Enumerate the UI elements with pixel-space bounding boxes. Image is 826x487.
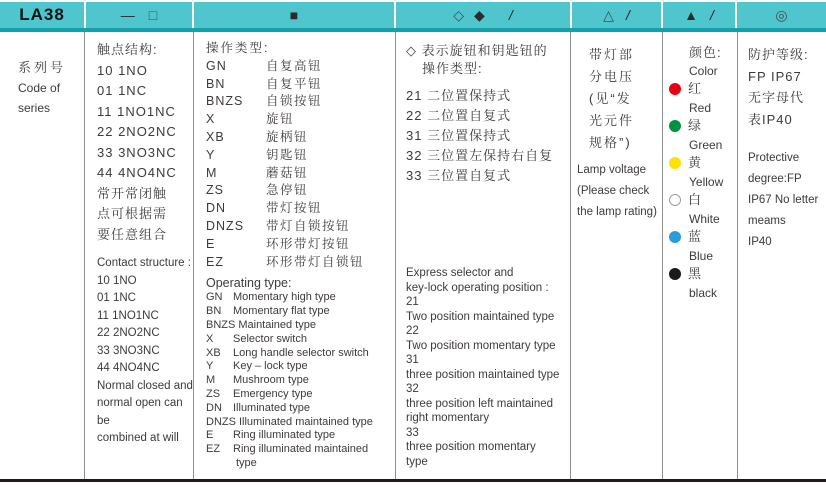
operating-item-en: Y Key – lock type: [206, 360, 308, 373]
selector-line-en: three position maintained type: [406, 368, 560, 381]
operating-item-zh: EZ 环形带灯自锁钮: [206, 254, 365, 269]
slash-icon: /: [625, 7, 630, 23]
series-label-en: Code of: [18, 81, 61, 95]
selector-line-en: Two position momentary type: [406, 339, 556, 352]
column-lamp-voltage: [571, 32, 663, 479]
color-title-zh: 颜色:: [689, 45, 722, 60]
operating-title-en: Operating type:: [206, 276, 292, 291]
color-dot-yellow-icon: [669, 157, 681, 169]
operating-item-en: X Selector switch: [206, 332, 307, 345]
operating-item-zh: Y 钥匙钮: [206, 147, 309, 162]
header-cell-contact: [86, 2, 194, 28]
column-series: [0, 32, 85, 479]
selector-item-zh: 32 三位置左保持右自复: [406, 148, 554, 163]
contact-item-zh: 22 2NO2NC: [97, 124, 177, 139]
header-cell-protection: [737, 2, 826, 28]
lamp-english-block: [577, 160, 662, 223]
operating-item-en: XB Long handle selector switch: [206, 346, 369, 359]
operating-item-zh: GN 自复高钮: [206, 58, 323, 73]
lamp-line-zh: 光元件: [589, 113, 635, 128]
color-dot-blue-icon: [669, 231, 681, 243]
column-selector-positions: [396, 32, 571, 479]
operating-item-en: M Mushroom type: [206, 374, 309, 387]
contact-note-zh: 要任意组合: [97, 226, 168, 242]
contact-item-zh: 33 3NO3NC: [97, 144, 177, 160]
color-dot-red-icon: [669, 83, 681, 95]
contact-item-en: 10 1NO: [97, 274, 137, 287]
contact-item-zh: 01 1NC: [97, 83, 148, 98]
color-item-red: 红 Red: [669, 80, 737, 117]
operating-item-en: ZS Emergency type: [206, 387, 313, 400]
protection-line-en: Protective: [748, 152, 800, 164]
protection-line-zh: FP IP67: [748, 68, 802, 84]
operating-item-en: BNZS Maintained type: [206, 318, 317, 331]
contact-title-en: Contact structure :: [97, 257, 191, 269]
header-cell-series: [0, 2, 86, 28]
contact-note-en: Normal closed and: [97, 379, 193, 392]
dash-icon: —: [120, 7, 135, 23]
operating-item-en: BN Momentary flat type: [206, 305, 330, 318]
color-item-white: 白 White: [669, 191, 737, 228]
series-label-zh: 系列号: [18, 60, 67, 75]
header-cell-selector: [396, 2, 572, 28]
color-title-en: Color: [689, 64, 718, 78]
column-color: [663, 32, 738, 479]
protection-line-en: IP67 No letter: [748, 194, 819, 206]
contact-item-zh: 10 1NO: [97, 62, 148, 78]
selector-title-zh: ◇ 表示旋钮和钥匙钮的: [406, 43, 548, 58]
selector-line-en: three position momentary: [406, 441, 536, 453]
operating-item-en: E Ring illuminated type: [206, 429, 336, 442]
lamp-line-zh: (见“发: [589, 91, 632, 106]
slash-icon: /: [508, 7, 513, 23]
protection-line-en: IP40: [748, 236, 772, 248]
selector-line-en: three position left maintained: [406, 397, 554, 410]
contact-item-zh: 11 1NO1NC: [97, 103, 176, 119]
selector-items-zh: [406, 86, 570, 186]
protection-line-en: meams: [748, 215, 786, 227]
contact-note-zh: 常开常闭触: [97, 185, 168, 201]
protection-line-zh: 表IP40: [748, 111, 793, 127]
selector-item-zh: 22 二位置自复式: [406, 108, 512, 123]
selector-line-en: type: [406, 455, 428, 468]
series-code: LA38: [19, 5, 65, 24]
selector-line-en: Express selector and: [406, 267, 514, 279]
lamp-line-zh: 分电压: [589, 69, 635, 84]
color-dot-green-icon: [669, 120, 681, 132]
header-cell-color: [663, 2, 737, 28]
filled-square-icon: ■: [289, 7, 299, 23]
selector-line-en: right momentary: [406, 412, 490, 424]
lamp-line-zh: 带灯部: [589, 47, 635, 62]
protection-line-en: degree:FP: [748, 173, 802, 185]
table-body: [0, 32, 826, 479]
lamp-line-en: Lamp voltage: [577, 164, 647, 176]
contact-item-en: 44 4NO4NC: [97, 362, 160, 374]
contact-item-en: 01 1NC: [97, 292, 136, 304]
color-item-yellow: 黄 Yellow: [669, 154, 737, 191]
selector-line-en: Two position maintained type: [406, 310, 555, 323]
contact-note-zh: 点可根据需: [97, 206, 168, 221]
contact-note-en: combined at will: [97, 432, 179, 444]
operating-item-zh: DN 带灯按钮: [206, 201, 323, 216]
color-item-blue: 蓝 Blue: [669, 228, 737, 265]
operating-item-zh: E 环形带灯按钮: [206, 236, 351, 251]
series-label-en: series: [18, 101, 51, 115]
selector-line-en: 22: [406, 325, 419, 337]
operating-item-en: EZ Ring illuminated maintained: [206, 443, 369, 456]
contact-title-zh: 触点结构:: [97, 42, 158, 57]
operating-item-zh: ZS 急停钮: [206, 183, 309, 198]
open-square-icon: □: [148, 7, 158, 23]
filled-triangle-icon: ▲: [684, 7, 698, 23]
contact-english-block: [97, 255, 193, 448]
selector-item-zh: 33 三位置自复式: [406, 168, 512, 183]
contact-item-en: 33 3NO3NC: [97, 344, 160, 357]
operating-item-en: GN Momentary high type: [206, 291, 336, 304]
contact-item-zh: 44 4NO4NC: [97, 165, 177, 180]
column-operating-type: [194, 32, 396, 479]
header-cell-operating: [194, 2, 396, 28]
operating-item-en: DNZS Illuminated maintained type: [206, 415, 373, 428]
column-protection-degree: [738, 32, 826, 479]
slash-icon: /: [709, 7, 714, 23]
protection-english-block: [748, 148, 826, 253]
selector-english-block: [406, 266, 570, 469]
operating-item-zh: XB 旋柄钮: [206, 129, 309, 144]
open-diamond-icon: ◇: [453, 7, 465, 23]
color-item-green: 绿 Green: [669, 117, 737, 154]
operating-item-zh: M 蘑菇钮: [206, 165, 309, 180]
selector-line-en: 21: [406, 296, 419, 308]
contact-item-en: 22 2NO2NC: [97, 327, 160, 339]
operating-title-zh: 操作类型:: [206, 41, 270, 55]
table-bottom-rule: [0, 479, 826, 482]
selector-title-zh: 操作类型:: [422, 61, 483, 76]
lamp-line-en: (Please check: [577, 185, 650, 197]
protection-line-zh: 防护等级:: [748, 47, 809, 62]
color-dot-white-icon: [669, 194, 681, 206]
operating-item-en: DN Illuminated type: [206, 401, 311, 414]
color-item-black: 黑 black: [669, 265, 737, 302]
lamp-line-zh: 规格”): [589, 135, 632, 150]
operating-item-zh: X 旋钮: [206, 112, 295, 127]
selector-item-zh: 21 二位置保持式: [406, 88, 512, 103]
selector-item-zh: 31 三位置保持式: [406, 128, 512, 143]
color-dot-black-icon: [669, 268, 681, 280]
selector-line-en: 32: [406, 383, 419, 395]
protection-line-zh: 无字母代: [748, 90, 805, 105]
header-cell-lamp: [572, 2, 663, 28]
operating-item-en-wrap: type: [236, 456, 257, 469]
operating-item-zh: DNZS 带灯自锁按钮: [206, 218, 351, 233]
operating-item-zh: BNZS 自锁按钮: [206, 94, 323, 109]
operating-item-zh: BN 自复平钮: [206, 76, 323, 91]
double-circle-icon: ◎: [775, 7, 788, 23]
contact-item-en: 11 1NO1NC: [97, 309, 159, 322]
code-header-band: [0, 2, 826, 32]
filled-diamond-icon: ◆: [474, 7, 485, 23]
lamp-line-en: the lamp rating): [577, 206, 657, 218]
open-triangle-icon: △: [603, 7, 614, 23]
column-contact-structure: [85, 32, 194, 479]
contact-note-en: normal open can be: [97, 397, 183, 427]
selector-line-en: key-lock operating position :: [406, 281, 549, 294]
selector-line-en: 33: [406, 426, 419, 439]
selector-line-en: 31: [406, 354, 419, 366]
